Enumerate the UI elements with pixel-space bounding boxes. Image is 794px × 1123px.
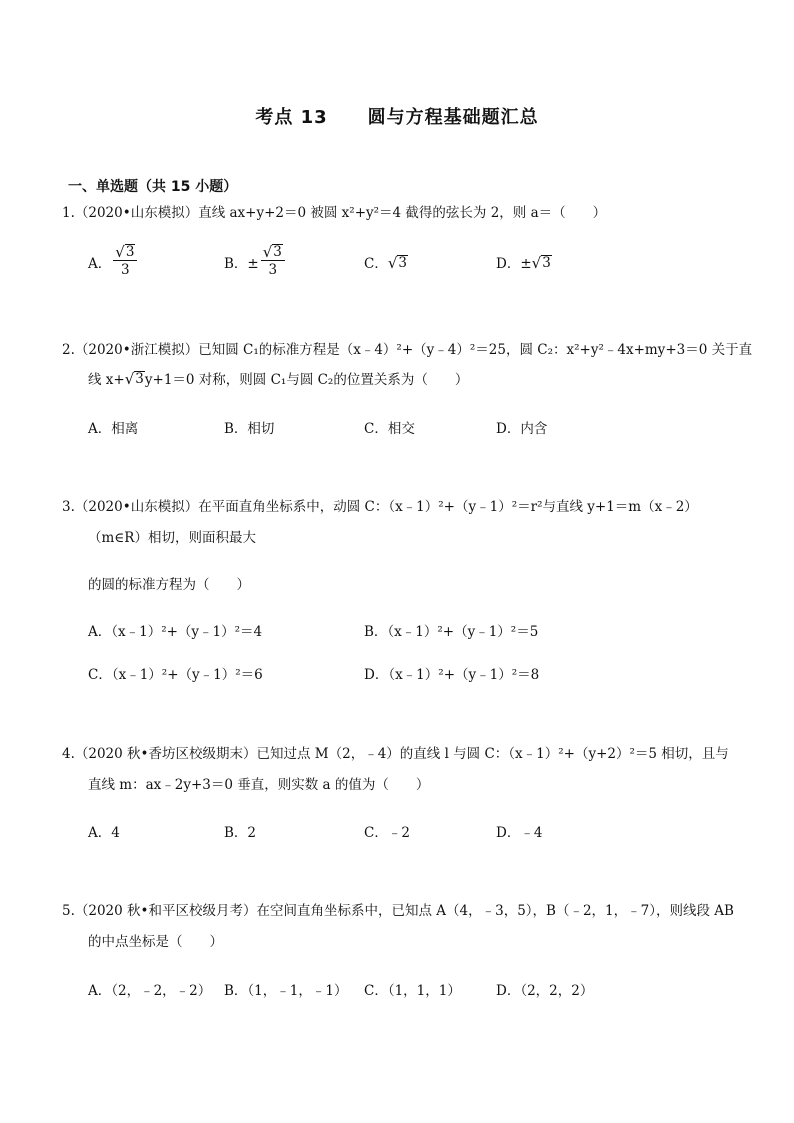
q1-option-d: D．± √ 3 [496,254,551,272]
q3-option-d: D．（x﹣1）²+（y﹣1）²＝8 [364,667,540,683]
question-4-line-1: 4.（2020 秋•香坊区校级期末）已知过点 M（2，﹣4）的直线 l 与圆 C：（x﹣1）²+（y+2）²＝5 相切，且与 [62,746,729,762]
q2-option-c: C．相交 [364,421,415,437]
q2-option-d: D．内含 [496,421,548,437]
q5-option-c: C．（1，1，1） [364,983,461,999]
q5-option-d: D．（2，2，2） [496,983,594,999]
q3-option-c: C．（x﹣1）²+（y﹣1）²＝6 [88,667,263,683]
q4-option-a: A．4 [88,825,120,841]
q3-option-b: B．（x﹣1）²+（y﹣1）²＝5 [364,624,539,640]
question-2-line-2: 线 x+ √ 3 y+1＝0 对称，则圆 C₁与圆 C₂的位置关系为（ ） [88,370,469,388]
q4-option-b: B．2 [224,825,257,841]
q1-option-a: A． √ 3 3 [88,244,139,279]
q2-option-a: A．相离 [88,421,139,437]
question-4-line-2: 直线 m：ax﹣2y+3＝0 垂直，则实数 a 的值为（ ） [88,777,430,793]
q1-option-c: C． √ 3 [364,254,407,272]
question-3-line-1: 3.（2020•山东模拟）在平面直角坐标系中，动圆 C：（x﹣1）²+（y﹣1）²＝r²与直线 y+1＝m（x﹣2） [62,499,698,515]
q5-option-b: B．（1，﹣1，﹣1） [224,983,348,999]
q1-option-b: B．± √ 3 3 [224,244,287,279]
q5-option-a: A．（2，﹣2，﹣2） [88,983,212,999]
question-3-line-3: 的圆的标准方程为（ ） [88,577,250,593]
question-3-line-2: （m∈R）相切，则面积最大 [88,530,256,546]
q3-option-a: A．（x﹣1）²+（y﹣1）²＝4 [88,624,263,640]
question-5-line-1: 5.（2020 秋•和平区校级月考）在空间直角坐标系中，已知点 A（4，﹣3，5），B（﹣2，1，﹣7），则线段 AB [62,903,734,919]
q4-option-c: C．﹣2 [364,825,410,841]
q4-option-d: D．﹣4 [496,825,543,841]
question-1-text: 1.（2020•山东模拟）直线 ax+y+2＝0 被圆 x²+y²＝4 截得的弦长为 2，则 a＝（ ） [62,205,607,221]
title-topic: 考点 13 [255,107,328,128]
question-5-line-2: 的中点坐标是（ ） [88,934,223,950]
question-2-line-1: 2.（2020•浙江模拟）已知圆 C₁的标准方程是（x﹣4）²+（y﹣4）²＝25，圆 C₂：x²+y²﹣4x+my+3＝0 关于直 [62,342,753,358]
q2-option-b: B．相切 [224,421,275,437]
section-heading: 一、单选题（共 15 小题） [68,179,238,195]
page-title [0,103,794,129]
title-subject: 圆与方程基础题汇总 [367,107,539,128]
